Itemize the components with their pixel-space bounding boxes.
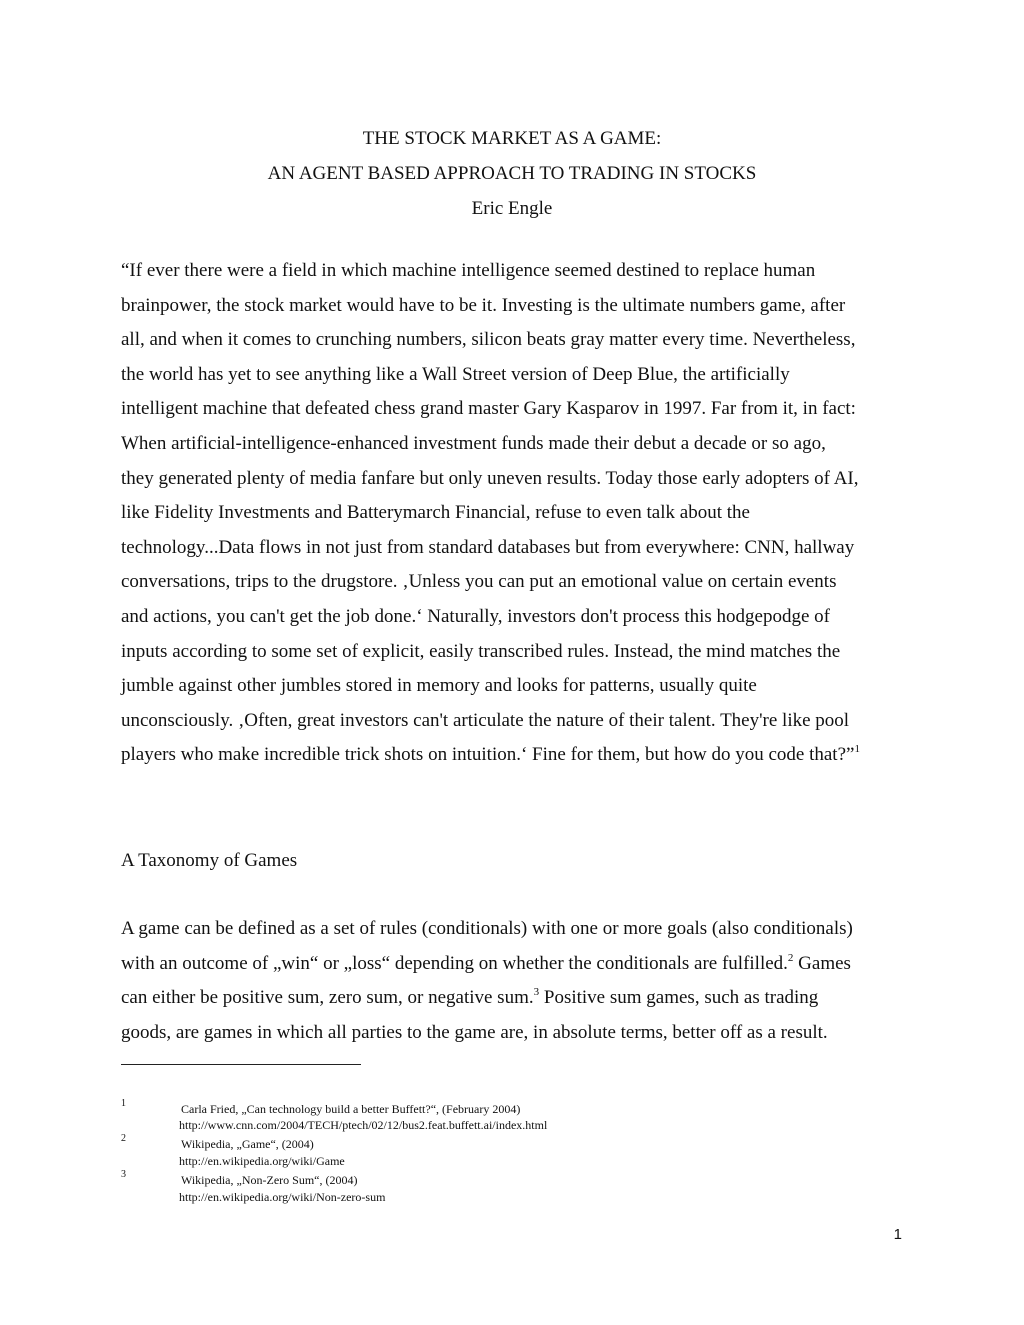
footnote-text: Wikipedia, „Non-Zero Sum“, (2004): [181, 1173, 358, 1187]
paragraph-text: with an outcome of „win“ or „loss“ depending on whether the conditionals are fulfilled.: [121, 952, 788, 974]
quote-line: like Fidelity Investments and Batterymarch Financial, refuse to even talk about the: [121, 502, 750, 524]
paragraph-line: [121, 981, 911, 1016]
footnote-divider: [121, 1064, 361, 1065]
footnote-ref-2[interactable]: 2: [787, 951, 794, 964]
footnote-ref-1[interactable]: 1: [854, 743, 860, 756]
quote-line: they generated plenty of media fanfare but only uneven results. Today those early adopters of AI,: [121, 467, 859, 489]
quote-line: “If ever there were a field in which machine intelligence seemed destined to replace human: [121, 260, 816, 281]
quote-last-line-text: players who make incredible trick shots on intuition.‘ Fine for them, but how do you code that?”: [121, 744, 855, 766]
paragraph-text: Positive sum games, such as trading: [539, 987, 819, 1009]
opening-quote: [121, 254, 911, 773]
footnote-text: Wikipedia, „Game“, (2004): [181, 1137, 314, 1151]
title-line-1: THE STOCK MARKET AS A GAME:: [362, 128, 662, 149]
quote-line: all, and when it comes to crunching numbers, silicon beats gray matter every time. Nevertheless,: [121, 329, 856, 351]
quote-line: unconsciously. ‚Often, great investors can't articulate the nature of their talent. They're like pool: [121, 709, 850, 731]
paragraph-text: Games: [793, 952, 851, 974]
body-paragraph: [121, 912, 911, 1050]
quote-line: and actions, you can't get the job done.‘ Naturally, investors don't process this hodgepodge of: [121, 605, 830, 627]
footnote-text: Carla Fried, „Can technology build a better Buffett?“, (February 2004): [181, 1102, 521, 1116]
quote-line: When artificial-intelligence-enhanced investment funds made their debut a decade or so ago,: [121, 432, 826, 454]
footnote-url[interactable]: http://en.wikipedia.org/wiki/Game: [179, 1154, 345, 1168]
quote-line: the world has yet to see anything like a Wall Street version of Deep Blue, the artificially: [121, 363, 790, 385]
quote-line: technology...Data flows in not just from standard databases but from everywhere: CNN, hallway: [121, 536, 855, 558]
footnote-number: 2: [121, 1133, 126, 1144]
section-heading: A Taxonomy of Games: [121, 850, 298, 871]
footnote-number: 1: [121, 1098, 126, 1109]
page-number: 1: [893, 1226, 902, 1243]
quote-line: brainpower, the stock market would have to be it. Investing is the ultimate numbers game, after: [121, 294, 846, 316]
paragraph-line: A game can be defined as a set of rules (conditionals) with one or more goals (also conditionals): [121, 918, 853, 939]
quote-line: conversations, trips to the drugstore. ‚Unless you can put an emotional value on certain events: [121, 571, 837, 593]
title-line-2: AN AGENT BASED APPROACH TO TRADING IN STOCKS: [267, 163, 757, 184]
paragraph-line: [121, 947, 911, 982]
quote-line: intelligent machine that defeated chess grand master Gary Kasparov in 1997. Far from it, in fact:: [121, 398, 856, 420]
title-block: [0, 121, 1024, 226]
paragraph-text: can either be positive sum, zero sum, or negative sum.: [121, 987, 534, 1009]
footnote-number: 3: [121, 1169, 126, 1180]
footnote-url[interactable]: http://en.wikipedia.org/wiki/Non-zero-sum: [179, 1190, 386, 1204]
quote-line: inputs according to some set of explicit, easily transcribed rules. Instead, the mind matches the: [121, 640, 841, 662]
footnote-url[interactable]: http://www.cnn.com/2004/TECH/ptech/02/12/bus2.feat.buffett.ai/index.html: [179, 1118, 548, 1132]
paragraph-line: goods, are games in which all parties to the game are, in absolute terms, better off as a result.: [121, 1021, 828, 1043]
author-name: Eric Engle: [471, 198, 553, 219]
quote-line: jumble against other jumbles stored in memory and looks for patterns, usually quite: [121, 675, 757, 697]
quote-last-line: [121, 738, 911, 773]
footnote-ref-3[interactable]: 3: [533, 986, 540, 999]
